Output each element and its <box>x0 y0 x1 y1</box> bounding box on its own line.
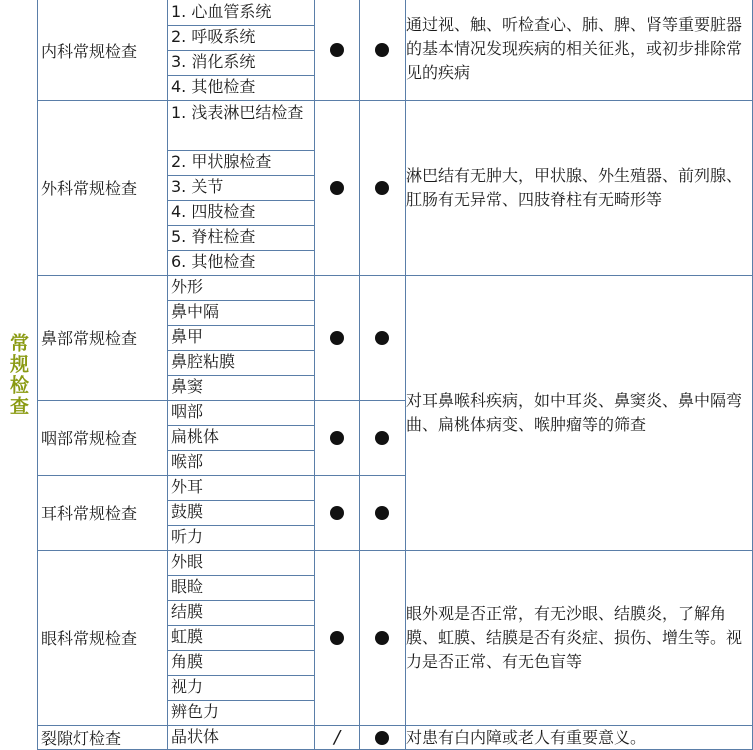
grid-line <box>359 0 360 750</box>
grid-line <box>405 100 753 101</box>
section-item: 5. 脊柱检查 <box>171 227 256 246</box>
grid-line <box>168 375 314 376</box>
description-cell <box>406 275 746 550</box>
description-text: 通过视、触、听检查心、肺、脾、肾等重要脏器的基本情况发现疾病的相关征兆，或初步排除常见的疾病 <box>406 15 743 82</box>
grid-line <box>168 675 314 676</box>
grid-line <box>405 550 753 551</box>
status-mark-cell <box>315 550 359 725</box>
grid-line <box>168 625 314 626</box>
status-mark-cell <box>315 725 359 750</box>
description-cell <box>406 100 746 275</box>
grid-line <box>314 550 406 551</box>
section-name: 眼科常规检查 <box>41 629 138 648</box>
grid-line <box>168 75 314 76</box>
grid-line <box>168 25 314 26</box>
section-item: 眼睑 <box>171 577 204 596</box>
filled-dot-icon <box>375 631 389 645</box>
description-cell <box>406 725 746 750</box>
grid-line <box>168 450 314 451</box>
grid-line <box>37 0 38 750</box>
section-item: 4. 其他检查 <box>171 77 256 96</box>
description-text: 对耳鼻喉科疾病，如中耳炎、鼻窦炎、鼻中隔弯曲、扁桃体病变、喉肿瘤等的筛查 <box>406 390 743 434</box>
grid-line <box>168 225 314 226</box>
grid-line <box>314 475 406 476</box>
status-mark-cell <box>315 475 359 550</box>
filled-dot-icon <box>375 43 389 57</box>
filled-dot-icon <box>375 181 389 195</box>
grid-line <box>37 550 315 551</box>
section-item: 6. 其他检查 <box>171 252 256 271</box>
status-mark-cell <box>360 100 404 275</box>
category-cell <box>0 0 37 750</box>
description-cell <box>406 0 746 100</box>
section-name: 裂隙灯检查 <box>41 729 122 748</box>
section-name: 咽部常规检查 <box>41 429 138 448</box>
filled-dot-icon <box>330 331 344 345</box>
filled-dot-icon <box>330 181 344 195</box>
section-item: 3. 消化系统 <box>171 52 256 71</box>
filled-dot-icon <box>375 506 389 520</box>
section-item: 鼻甲 <box>171 327 204 346</box>
grid-line <box>168 700 314 701</box>
section-item: 鼓膜 <box>171 502 204 521</box>
section-item: 外眼 <box>171 552 204 571</box>
grid-line <box>314 275 406 276</box>
grid-line <box>314 725 406 726</box>
status-mark-cell <box>360 725 404 750</box>
section-item: 鼻窦 <box>171 377 204 396</box>
grid-line <box>37 475 315 476</box>
filled-dot-icon <box>330 431 344 445</box>
grid-line <box>168 650 314 651</box>
grid-line <box>168 325 314 326</box>
description-text: 淋巴结有无肿大，甲状腺、外生殖器、前列腺、肛肠有无异常、四肢脊柱有无畸形等 <box>406 165 743 209</box>
section-item: 2. 甲状腺检查 <box>171 152 272 171</box>
section-item: 喉部 <box>171 452 204 471</box>
grid-line <box>168 500 314 501</box>
grid-line <box>37 725 315 726</box>
grid-line <box>168 425 314 426</box>
description-cell <box>406 550 746 725</box>
grid-line <box>405 275 753 276</box>
grid-line <box>405 725 753 726</box>
section-name: 外科常规检查 <box>41 179 138 198</box>
grid-line <box>168 600 314 601</box>
section-item: 咽部 <box>171 402 204 421</box>
section-item: 1. 心血管系统 <box>171 2 272 21</box>
section-item: 4. 四肢检查 <box>171 202 256 221</box>
filled-dot-icon <box>375 431 389 445</box>
section-name: 内科常规检查 <box>41 41 138 61</box>
grid-line <box>168 50 314 51</box>
section-item: 听力 <box>171 527 204 546</box>
status-mark-cell <box>360 550 404 725</box>
grid-line <box>168 300 314 301</box>
filled-dot-icon <box>330 631 344 645</box>
section-name: 耳科常规检查 <box>41 504 138 523</box>
filled-dot-icon <box>375 331 389 345</box>
section-item: 2. 呼吸系统 <box>171 27 256 46</box>
status-mark: / <box>333 727 341 748</box>
grid-line <box>168 350 314 351</box>
description-text: 对患有白内障或老人有重要意义。 <box>406 727 647 747</box>
grid-line <box>37 100 315 101</box>
section-item: 1. 浅表淋巴结检查 <box>171 103 304 122</box>
section-item: 视力 <box>171 677 204 696</box>
status-mark-cell <box>315 275 359 400</box>
section-item: 外耳 <box>171 477 204 496</box>
grid-line <box>168 575 314 576</box>
grid-line <box>405 0 406 750</box>
section-item: 辨色力 <box>171 702 220 721</box>
filled-dot-icon <box>375 731 389 745</box>
grid-line <box>168 175 314 176</box>
section-name: 鼻部常规检查 <box>41 329 138 348</box>
grid-line <box>168 200 314 201</box>
filled-dot-icon <box>330 43 344 57</box>
category-label: 常规检查 <box>7 333 29 417</box>
grid-line <box>168 250 314 251</box>
section-item: 虹膜 <box>171 627 204 646</box>
status-mark-cell <box>315 400 359 475</box>
grid-line <box>37 400 315 401</box>
grid-line <box>168 150 314 151</box>
section-item: 扁桃体 <box>171 427 220 446</box>
section-item: 鼻中隔 <box>171 302 220 321</box>
grid-line <box>314 400 406 401</box>
grid-line <box>37 275 315 276</box>
status-mark-cell <box>360 475 404 550</box>
grid-line <box>167 0 168 750</box>
filled-dot-icon <box>330 506 344 520</box>
status-mark-cell <box>315 0 359 100</box>
status-mark-cell <box>315 100 359 275</box>
section-item: 3. 关节 <box>171 177 224 196</box>
status-mark-cell <box>360 400 404 475</box>
section-item: 晶状体 <box>171 727 220 746</box>
status-mark-cell <box>360 0 404 100</box>
grid-line <box>314 100 406 101</box>
section-item: 角膜 <box>171 652 204 671</box>
description-text: 眼外观是否正常，有无沙眼、结膜炎，了解角膜、虹膜、结膜是否有炎症、损伤、增生等。视力是否正常、有无色盲等 <box>406 603 743 671</box>
section-item: 鼻腔粘膜 <box>171 352 236 371</box>
section-item: 结膜 <box>171 602 204 621</box>
grid-line <box>314 0 315 750</box>
section-item: 外形 <box>171 277 204 296</box>
grid-line <box>168 525 314 526</box>
status-mark-cell <box>360 275 404 400</box>
